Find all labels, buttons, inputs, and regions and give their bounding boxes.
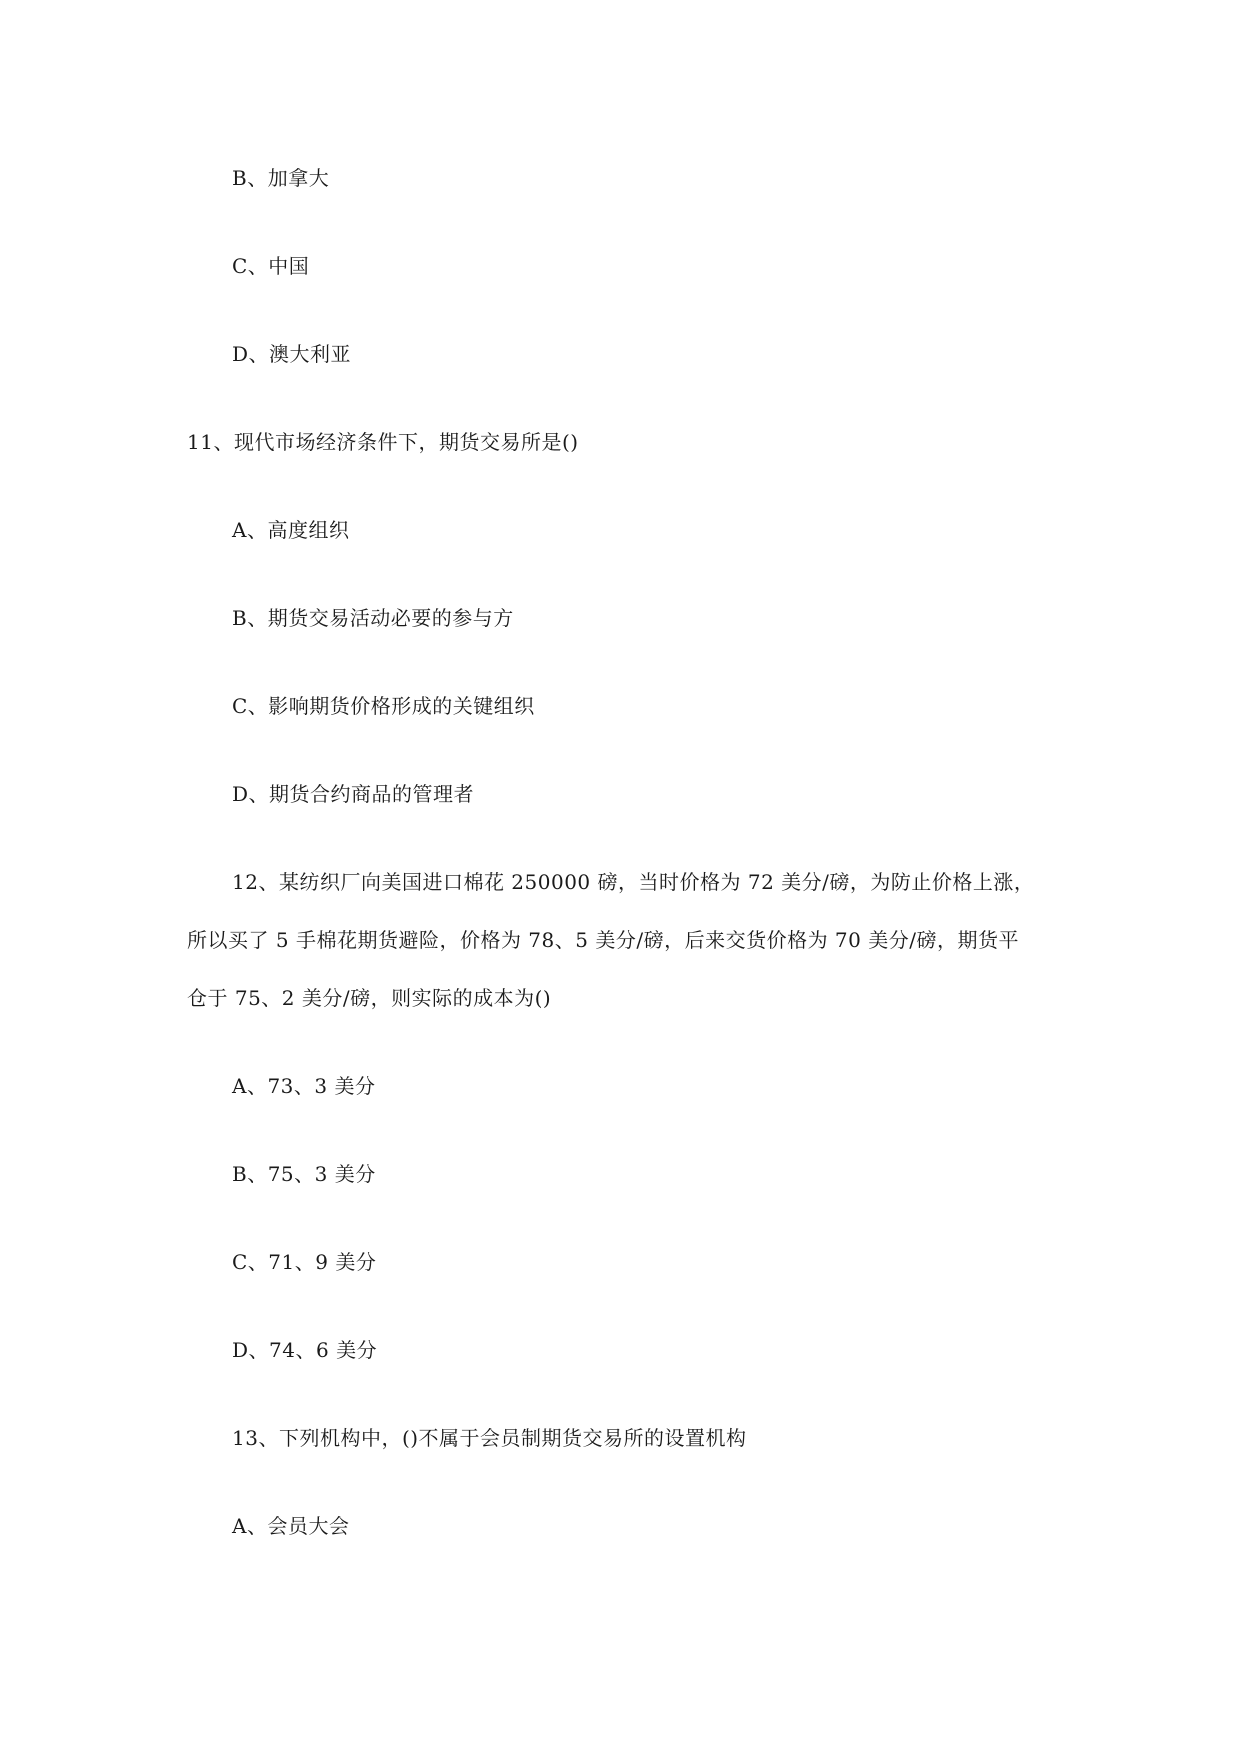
q12-option-c: C、71、9 美分 [232,1250,377,1274]
q11-option-c: C、影响期货价格形成的关键组织 [232,694,535,718]
q12-option-a: A、73、3 美分 [232,1074,376,1098]
q12-question-line3: 仓于 75、2 美分/磅，则实际的成本为() [187,986,552,1010]
q12-question-line2: 所以买了 5 手棉花期货避险，价格为 78、5 美分/磅，后来交货价格为 70 美分/磅，期货平 [187,928,1019,952]
q10-option-b: B、加拿大 [232,166,330,190]
q11-option-b: B、期货交易活动必要的参与方 [232,606,514,630]
q11-option-a: A、高度组织 [232,518,350,542]
q12-question-line1: 12、某纺织厂向美国进口棉花 250000 磅，当时价格为 72 美分/磅，为防止价格上涨， [232,870,1035,894]
q11-option-d: D、期货合约商品的管理者 [232,782,475,806]
q13-option-a: A、会员大会 [232,1514,350,1538]
q10-option-d: D、澳大利亚 [232,342,352,366]
q13-question: 13、下列机构中，()不属于会员制期货交易所的设置机构 [232,1426,747,1450]
q12-option-b: B、75、3 美分 [232,1162,376,1186]
q12-option-d: D、74、6 美分 [232,1338,378,1362]
q10-option-c: C、中国 [232,254,310,278]
q11-question: 11、现代市场经济条件下，期货交易所是() [187,430,579,454]
